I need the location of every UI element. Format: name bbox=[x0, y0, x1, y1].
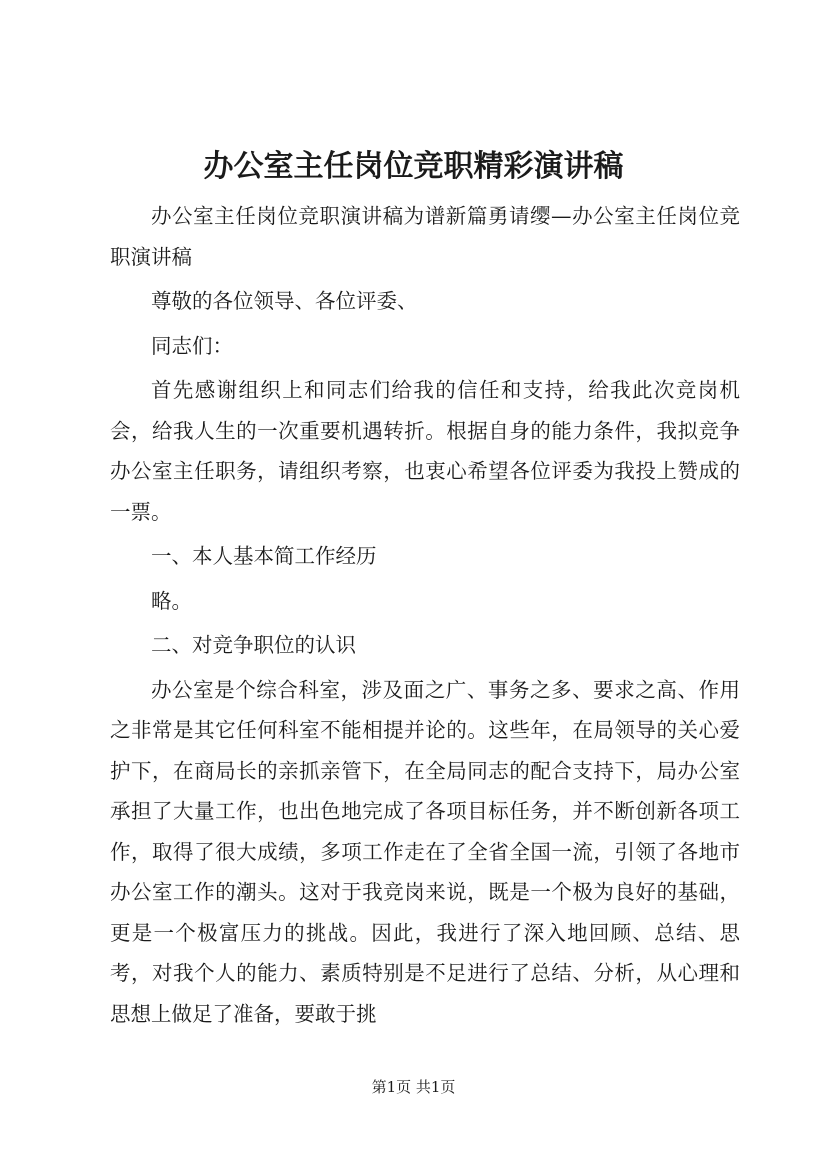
paragraph-salutation: 尊敬的各位领导、各位评委、 bbox=[151, 289, 418, 313]
paragraph-comrades: 同志们： bbox=[151, 333, 233, 358]
document-title: 办公室主任岗位竞职精彩演讲稿 bbox=[203, 149, 624, 184]
document-body bbox=[110, 196, 740, 1038]
paragraph-subtitle: 办公室主任岗位竞职演讲稿为谱新篇勇请缨—办公室主任岗位竞职演讲稿 bbox=[110, 204, 740, 269]
paragraph-omitted: 略。 bbox=[151, 588, 192, 613]
section-heading-1: 一、本人基本简工作经历 bbox=[151, 544, 377, 568]
paragraph-intro: 首先感谢组织上和同志们给我的信任和支持，给我此次竞岗机会，给我人生的一次重要机遇转折。根据自身的能力条件，我拟竞争办公室主任职务，请组织考察，也衷心希望各位评委为我投上赞成的一票。 bbox=[110, 378, 740, 524]
page-footer: 第1页 共1页 bbox=[371, 1078, 456, 1096]
section-heading-2: 二、对竞争职位的认识 bbox=[151, 633, 356, 657]
paragraph-office-role: 办公室是个综合科室，涉及面之广、事务之多、要求之高、作用之非常是其它任何科室不能相提并论的。这些年，在局领导的关心爱护下，在商局长的亲抓亲管下，在全局同志的配合支持下，局办公室承担了大量工作，也出色地完成了各项目标任务，并不断创新各项工作，取得了很大成绩，多项工作走在了全省全国一流，引领了各地市办公室工作的潮头。这对于我竞岗来说，既是一个极为良好的基础，更是一个极富压力的挑战。因此，我进行了深入地回顾、总结、思考，对我个人的能力、素质特别是不足进行了总结、分析，从心理和思想上做足了准备，要敢于挑 bbox=[110, 677, 740, 1026]
